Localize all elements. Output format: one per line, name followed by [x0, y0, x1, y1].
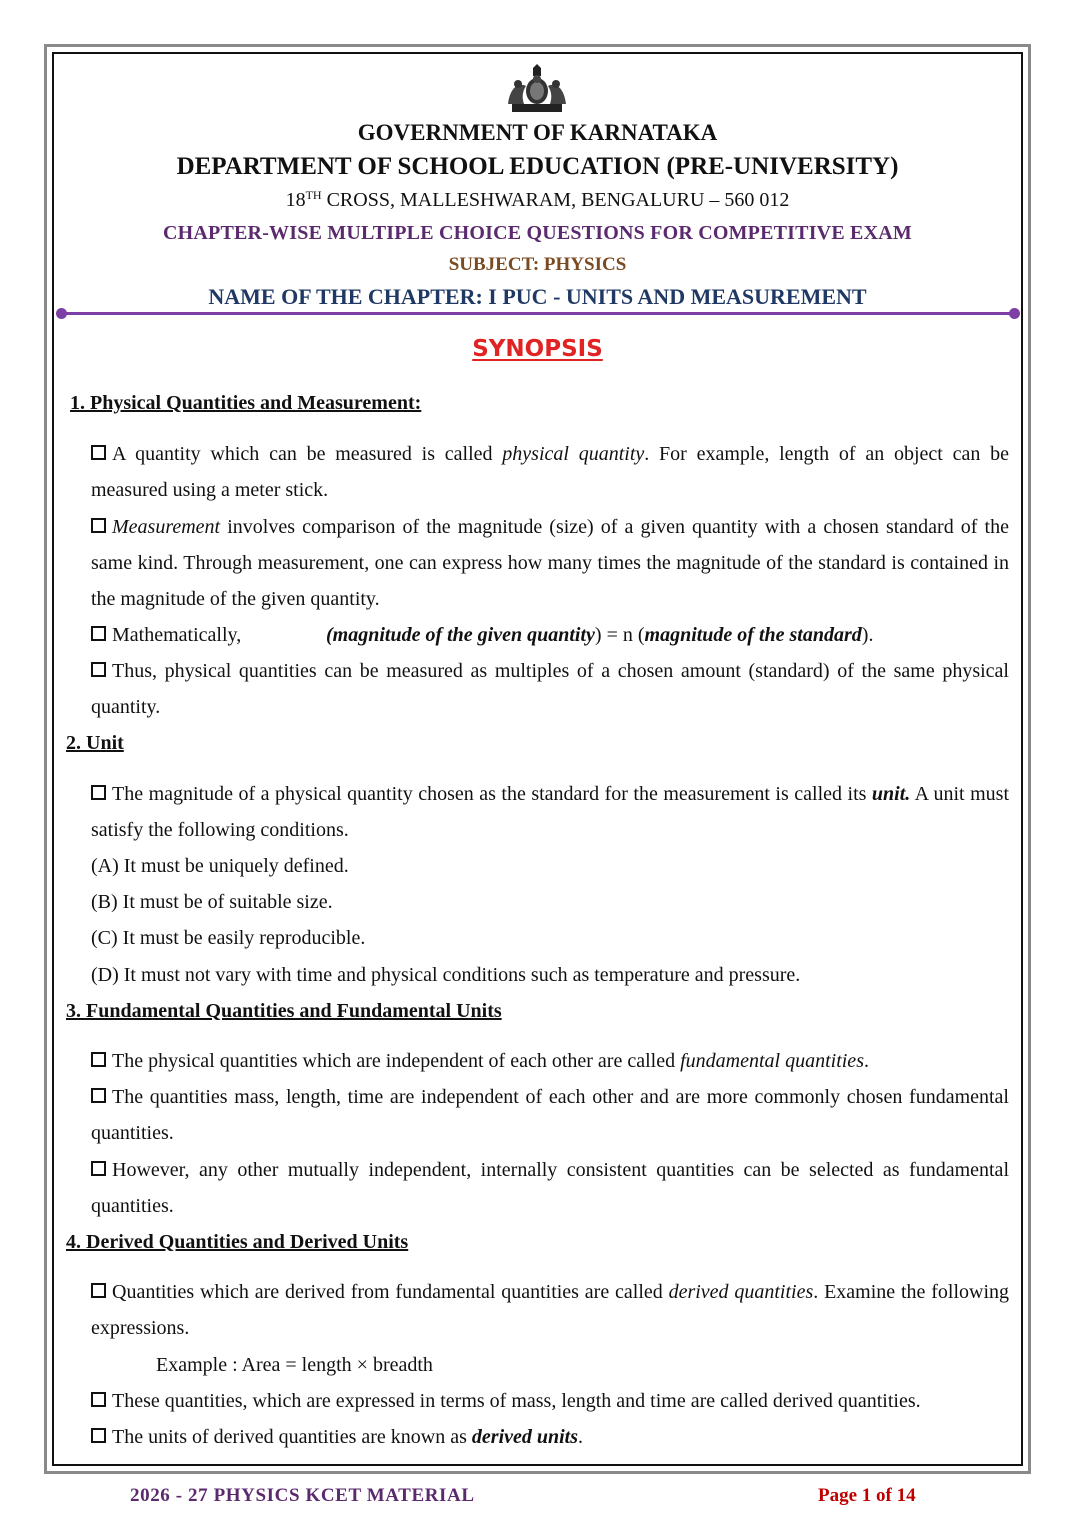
- s4-paragraph-2: These quantities, which are expressed in terms of mass, length and time are called derived quantities.: [91, 1390, 921, 1413]
- synopsis-heading: SYNOPSIS: [472, 336, 603, 362]
- header-divider: [62, 312, 1014, 315]
- s3-paragraph-1: The physical quantities which are independent of each other are called fundamental quantities.: [91, 1050, 869, 1073]
- divider-dot-left: [56, 308, 67, 319]
- header-department: DEPARTMENT OF SCHOOL EDUCATION (PRE-UNIVERSITY): [176, 153, 899, 180]
- checkbox-bullet-icon: [91, 1088, 106, 1103]
- checkbox-bullet-icon: [91, 518, 106, 533]
- header-subject: SUBJECT: PHYSICS: [448, 254, 627, 275]
- checkbox-bullet-icon: [91, 1392, 106, 1407]
- karnataka-emblem-icon: [504, 64, 570, 116]
- header-address: 18TH CROSS, MALLESHWARAM, BENGALURU – 560 012: [285, 188, 790, 211]
- section-4-title: 4. Derived Quantities and Derived Units: [66, 1231, 409, 1253]
- checkbox-bullet-icon: [91, 445, 106, 460]
- s2-condition-d: (D) It must not vary with time and physical conditions such as temperature and pressure.: [91, 964, 801, 986]
- s2-condition-a: (A) It must be uniquely defined.: [91, 855, 349, 877]
- s1-paragraph-4: Thus, physical quantities can be measured as multiples of a chosen amount (standard) of the same physical quantity.: [91, 660, 1009, 718]
- checkbox-bullet-icon: [91, 662, 106, 677]
- divider-dot-right: [1009, 308, 1020, 319]
- s2-condition-b: (B) It must be of suitable size.: [91, 891, 333, 913]
- s3-paragraph-3: However, any other mutually independent, internally consistent quantities can be selected as fundamental quantities.: [91, 1159, 1009, 1217]
- section-3-title: 3. Fundamental Quantities and Fundamental Units: [66, 1000, 502, 1022]
- s4-paragraph-1: Quantities which are derived from fundamental quantities are called derived quantities. Examine the following expressions.: [91, 1281, 1010, 1339]
- s3-paragraph-2: The quantities mass, length, time are independent of each other and are more commonly chosen fundamental quantities.: [91, 1086, 1009, 1144]
- s2-paragraph-1: The magnitude of a physical quantity chosen as the standard for the measurement is called its unit. A unit must satisfy the following conditions.: [91, 783, 1009, 841]
- checkbox-bullet-icon: [91, 626, 106, 641]
- checkbox-bullet-icon: [91, 1283, 106, 1298]
- s1-paragraph-1: A quantity which can be measured is called physical quantity. For example, length of an object can be measured using a meter stick.: [91, 443, 1010, 501]
- header-chapterwise: CHAPTER-WISE MULTIPLE CHOICE QUESTIONS FOR COMPETITIVE EXAM: [163, 222, 912, 244]
- s4-example: Example : Area = length × breadth: [156, 1354, 433, 1376]
- checkbox-bullet-icon: [91, 785, 106, 800]
- s1-paragraph-2: Measurement involves comparison of the magnitude (size) of a given quantity with a chosen standard of the same kind. Through measurement, one can express how many times the magnitude of the standard is contained in the magnitude of the given quantity.: [91, 516, 1009, 610]
- header-chapter-name: NAME OF THE CHAPTER: I PUC - UNITS AND MEASUREMENT: [208, 284, 867, 309]
- checkbox-bullet-icon: [91, 1161, 106, 1176]
- footer-material-title: 2026 - 27 PHYSICS KCET MATERIAL: [130, 1485, 475, 1506]
- section-2-title: 2. Unit: [66, 732, 124, 754]
- footer-page-number: Page 1 of 14: [818, 1485, 916, 1506]
- checkbox-bullet-icon: [91, 1428, 106, 1443]
- header-government: GOVERNMENT OF KARNATAKA: [357, 120, 718, 145]
- s2-condition-c: (C) It must be easily reproducible.: [91, 927, 366, 949]
- section-1-title: 1. Physical Quantities and Measurement:: [70, 392, 422, 414]
- s4-paragraph-3: The units of derived quantities are known as derived units.: [91, 1426, 583, 1449]
- s1-paragraph-3: Mathematically,: [91, 624, 241, 647]
- checkbox-bullet-icon: [91, 1052, 106, 1067]
- s1-formula: (magnitude of the given quantity) = n (magnitude of the standard).: [326, 624, 874, 646]
